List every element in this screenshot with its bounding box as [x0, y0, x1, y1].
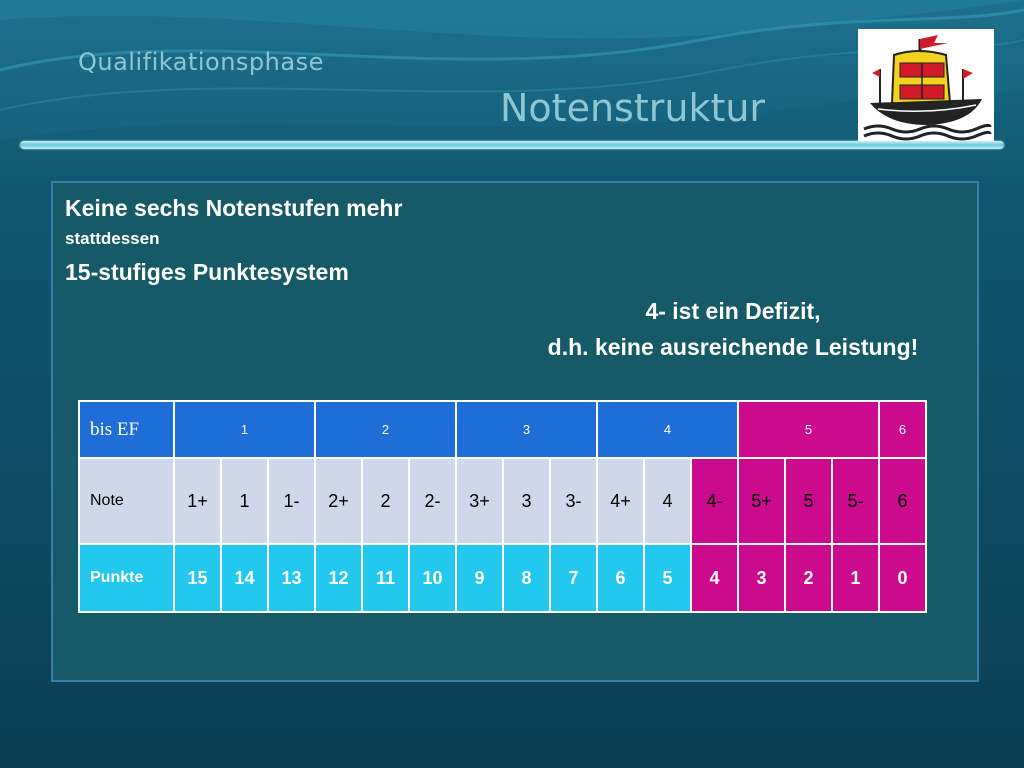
points-cell: 4 — [691, 544, 738, 612]
points-cell: 5 — [644, 544, 691, 612]
points-cell: 6 — [597, 544, 644, 612]
row-label-note: Note — [79, 458, 174, 544]
note-cell: 5+ — [738, 458, 785, 544]
points-cell: 7 — [550, 544, 597, 612]
note-cell: 2 — [362, 458, 409, 544]
table-row-notes — [79, 458, 926, 544]
points-cell: 8 — [503, 544, 550, 612]
table-row-grades — [79, 401, 926, 458]
text-15-point-system: 15-stufiges Punktesystem — [65, 259, 349, 285]
content-panel — [51, 181, 979, 682]
points-cell: 14 — [221, 544, 268, 612]
note-cell: 5 — [785, 458, 832, 544]
grade-cell: 3 — [456, 401, 597, 458]
points-cell: 0 — [879, 544, 926, 612]
points-cell: 11 — [362, 544, 409, 612]
points-cell: 3 — [738, 544, 785, 612]
points-cell: 12 — [315, 544, 362, 612]
points-cell: 15 — [174, 544, 221, 612]
note-cell: 6 — [879, 458, 926, 544]
grade-table — [78, 400, 927, 613]
row-label-punkte: Punkte — [79, 544, 174, 612]
grade-cell: 2 — [315, 401, 456, 458]
deficit-note-line2: d.h. keine ausreichende Leistung! — [547, 334, 919, 360]
ship-emblem-icon — [858, 29, 994, 141]
note-cell: 2+ — [315, 458, 362, 544]
note-cell: 4- — [691, 458, 738, 544]
slide-title: Notenstruktur — [500, 86, 766, 130]
grade-cell: 1 — [174, 401, 315, 458]
deficit-note-line1: 4- ist ein Defizit, — [645, 298, 821, 324]
grade-cell: 6 — [879, 401, 926, 458]
points-cell: 1 — [832, 544, 879, 612]
note-cell: 4 — [644, 458, 691, 544]
note-cell: 1+ — [174, 458, 221, 544]
note-cell: 3- — [550, 458, 597, 544]
points-cell: 10 — [409, 544, 456, 612]
points-cell: 9 — [456, 544, 503, 612]
note-cell: 2- — [409, 458, 456, 544]
title-divider — [20, 141, 1004, 149]
row-label-bis-ef: bis EF — [79, 401, 174, 458]
deficit-note — [493, 293, 973, 365]
grade-cell: 4 — [597, 401, 738, 458]
note-cell: 5- — [832, 458, 879, 544]
grade-cell: 5 — [738, 401, 879, 458]
note-cell: 3 — [503, 458, 550, 544]
note-cell: 3+ — [456, 458, 503, 544]
points-cell: 13 — [268, 544, 315, 612]
section-subtitle: Qualifikationsphase — [78, 48, 324, 76]
points-cell: 2 — [785, 544, 832, 612]
note-cell: 4+ — [597, 458, 644, 544]
text-instead: stattdessen — [65, 229, 160, 248]
note-cell: 1 — [221, 458, 268, 544]
text-no-six-grades: Keine sechs Notenstufen mehr — [65, 195, 403, 221]
note-cell: 1- — [268, 458, 315, 544]
table-row-points — [79, 544, 926, 612]
